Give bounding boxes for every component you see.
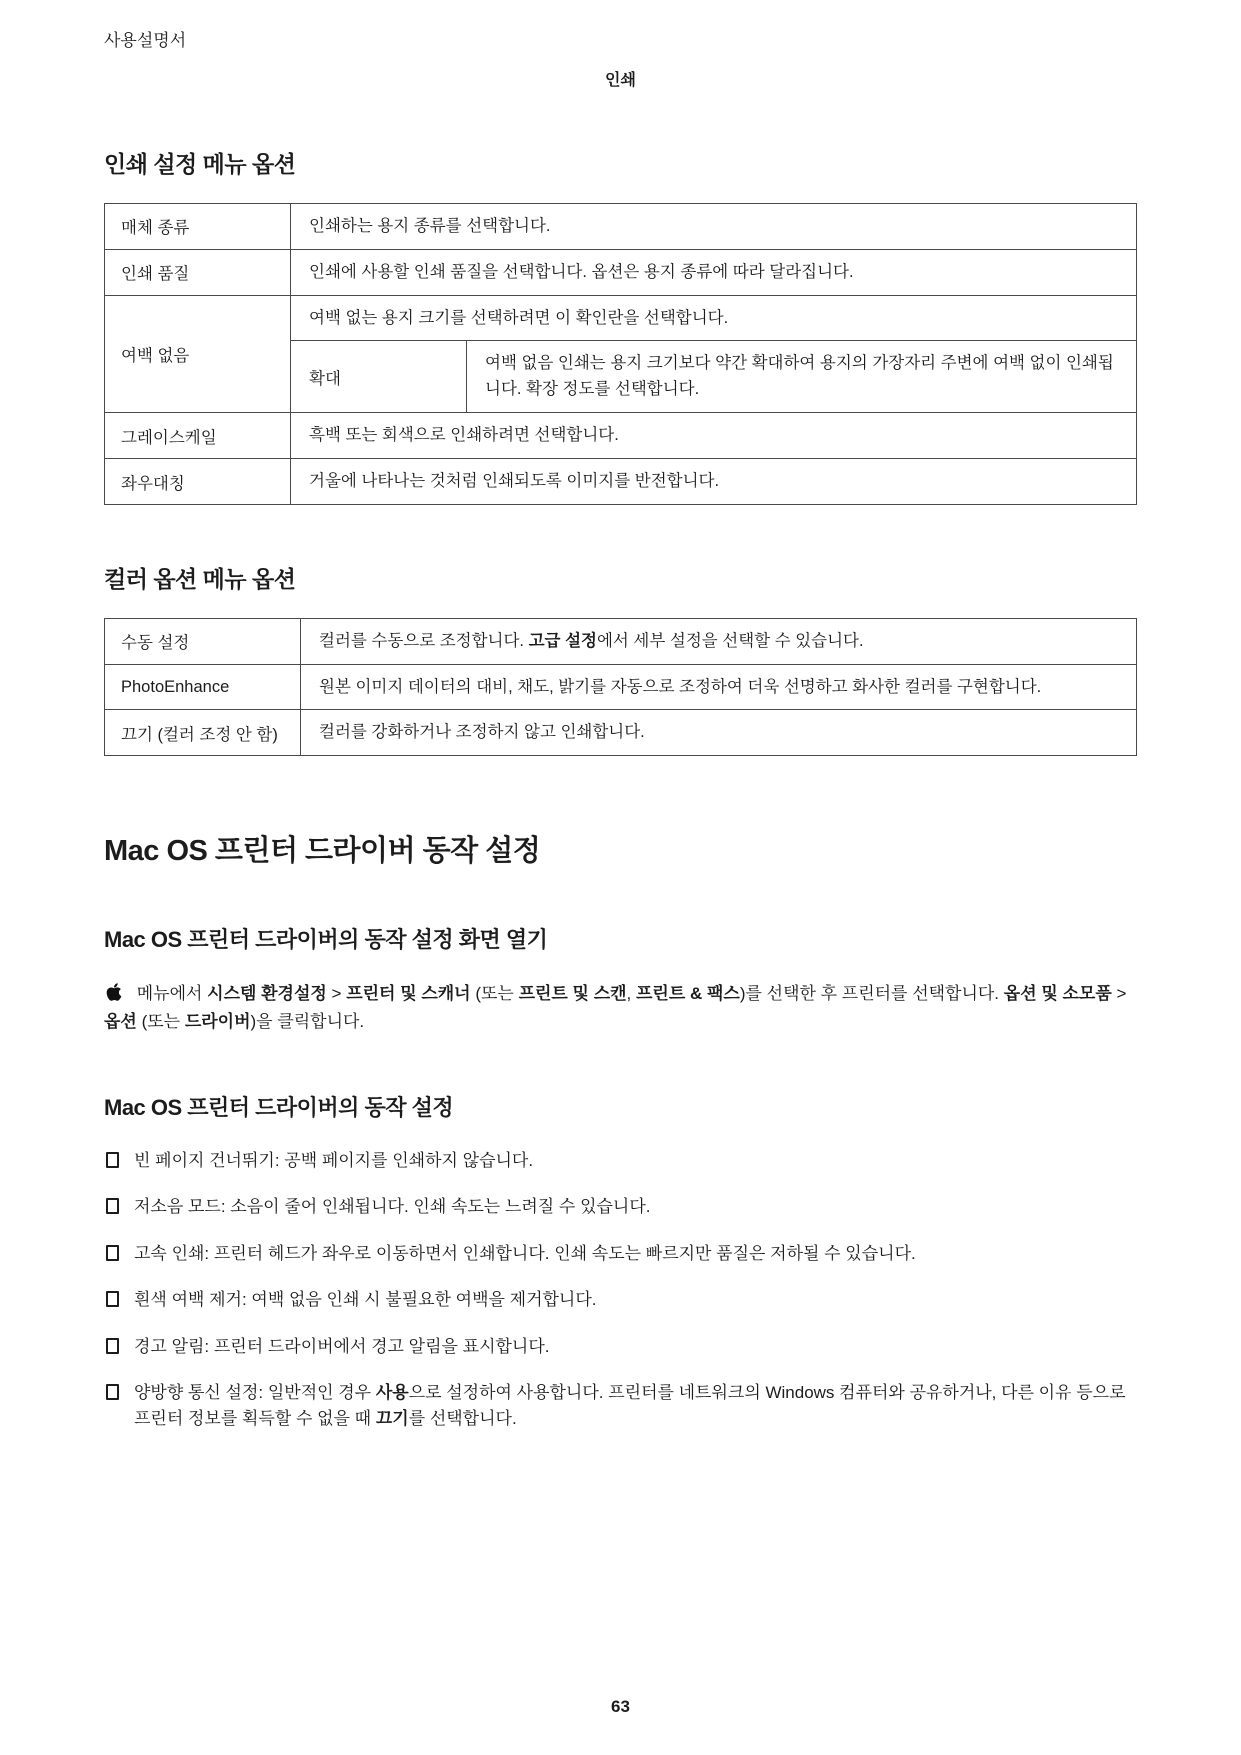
table-term: PhotoEnhance: [105, 665, 301, 710]
rich-text: 경고 알림: 프린터 드라이버에서 경고 알림을 표시합니다.: [134, 1336, 550, 1356]
list-item: [104, 1241, 1137, 1267]
table-term: 끄기 (컬러 조정 안 함): [105, 710, 301, 755]
table-row: [105, 709, 1136, 755]
section-title-print-settings: 인쇄 설정 메뉴 옵션: [104, 151, 296, 177]
table-row: [105, 619, 1136, 664]
document-title: 사용설명서: [104, 31, 187, 50]
section-title-mac-os-driver: Mac OS 프린터 드라이버 동작 설정: [104, 835, 541, 868]
rich-text: 메뉴에서 시스템 환경설정 > 프린터 및 스캐너 (또는 프린트 및 스캔, 프린트 & 팩스)를 선택한 후 프린터를 선택합니다. 옵션 및 소모품 > 옵션 (또는 드라이버)을 클릭합니다.: [104, 984, 1127, 1032]
table-term: 매체 종류: [105, 204, 291, 249]
checkbox-bullet-icon: [106, 1291, 119, 1307]
subsection-title-open-screen: Mac OS 프린터 드라이버의 동작 설정 화면 열기: [104, 927, 548, 953]
rich-text: 컬러를 수동으로 조정합니다. 고급 설정에서 세부 설정을 선택할 수 있습니다.: [319, 631, 864, 650]
list-item: [104, 1287, 1137, 1313]
section-title-color-options: 컬러 옵션 메뉴 옵션: [104, 565, 296, 592]
subsection-title-driver-settings: Mac OS 프린터 드라이버의 동작 설정: [104, 1094, 454, 1120]
table-term: 그레이스케일: [105, 413, 291, 458]
table-row: [105, 412, 1136, 458]
table-row: [105, 249, 1136, 295]
checkbox-bullet-icon: [106, 1152, 119, 1168]
table-row: [105, 664, 1136, 710]
list-item: [104, 1334, 1137, 1360]
rich-text: 흰색 여백 제거: 여백 없음 인쇄 시 불필요한 여백을 제거합니다.: [134, 1290, 597, 1310]
list-item: [104, 1148, 1137, 1174]
table-term: 좌우대칭: [105, 459, 291, 504]
table-row: [105, 458, 1136, 504]
table-subrow: [291, 340, 1136, 412]
list-item: [104, 1194, 1137, 1220]
checkbox-bullet-icon: [106, 1384, 119, 1400]
table-term: 인쇄 품질: [105, 250, 291, 295]
table-desc: 거울에 나타나는 것처럼 인쇄되도록 이미지를 반전합니다.: [309, 472, 720, 491]
print-settings-table: [104, 203, 1137, 505]
table-subdesc: 여백 없음 인쇄는 용지 크기보다 약간 확대하여 용지의 가장자리 주변에 여백 없이 인쇄됩니다. 확장 정도를 선택합니다.: [485, 354, 1114, 398]
chapter-title: 인쇄: [605, 72, 636, 89]
rich-text: 빈 페이지 건너뛰기: 공백 페이지를 인쇄하지 않습니다.: [134, 1150, 534, 1170]
table-desc: 컬러를 강화하거나 조정하지 않고 인쇄합니다.: [319, 723, 645, 742]
color-options-table: [104, 618, 1137, 756]
table-row: [105, 204, 1136, 249]
checkbox-bullet-icon: [106, 1198, 119, 1214]
list-item: [104, 1380, 1137, 1431]
table-term: 수동 설정: [105, 619, 301, 664]
table-term: 여백 없음: [105, 296, 291, 413]
apple-menu-icon: [104, 982, 126, 1002]
table-desc: [301, 619, 1136, 664]
table-desc: 인쇄하는 용지 종류를 선택합니다.: [309, 217, 551, 235]
table-desc: 원본 이미지 데이터의 대비, 채도, 밝기를 자동으로 조정하여 더욱 선명하고 화사한 컬러를 구현합니다.: [319, 677, 1042, 696]
checkbox-bullet-icon: [106, 1338, 119, 1354]
table-nested-cell: [291, 296, 1136, 413]
table-subterm: 확대: [291, 341, 467, 412]
table-desc: 인쇄에 사용할 인쇄 품질을 선택합니다. 옵션은 용지 종류에 따라 달라집니다.: [309, 262, 854, 281]
table-desc: 흑백 또는 회색으로 인쇄하려면 선택합니다.: [309, 426, 619, 445]
rich-text: 저소음 모드: 소음이 줄어 인쇄됩니다. 인쇄 속도는 느려질 수 있습니다.: [134, 1197, 651, 1217]
rich-text: 양방향 통신 설정: 일반적인 경우 사용으로 설정하여 사용합니다. 프린터를 네트워크의 Windows 컴퓨터와 공유하거나, 다른 이유 등으로 프린터 정보를 획득할 수 없을 때 끄기를 선택합니다.: [134, 1383, 1126, 1428]
rich-text: 고속 인쇄: 프린터 헤드가 좌우로 이동하면서 인쇄합니다. 인쇄 속도는 빠르지만 품질은 저하될 수 있습니다.: [134, 1243, 916, 1263]
table-desc: 여백 없는 용지 크기를 선택하려면 이 확인란을 선택합니다.: [309, 308, 729, 327]
checkbox-bullet-icon: [106, 1245, 119, 1261]
table-row-borderless: [105, 295, 1136, 413]
open-screen-instructions: [104, 980, 1137, 1036]
page-number: 63: [611, 1697, 630, 1716]
driver-settings-list: [104, 1148, 1137, 1432]
